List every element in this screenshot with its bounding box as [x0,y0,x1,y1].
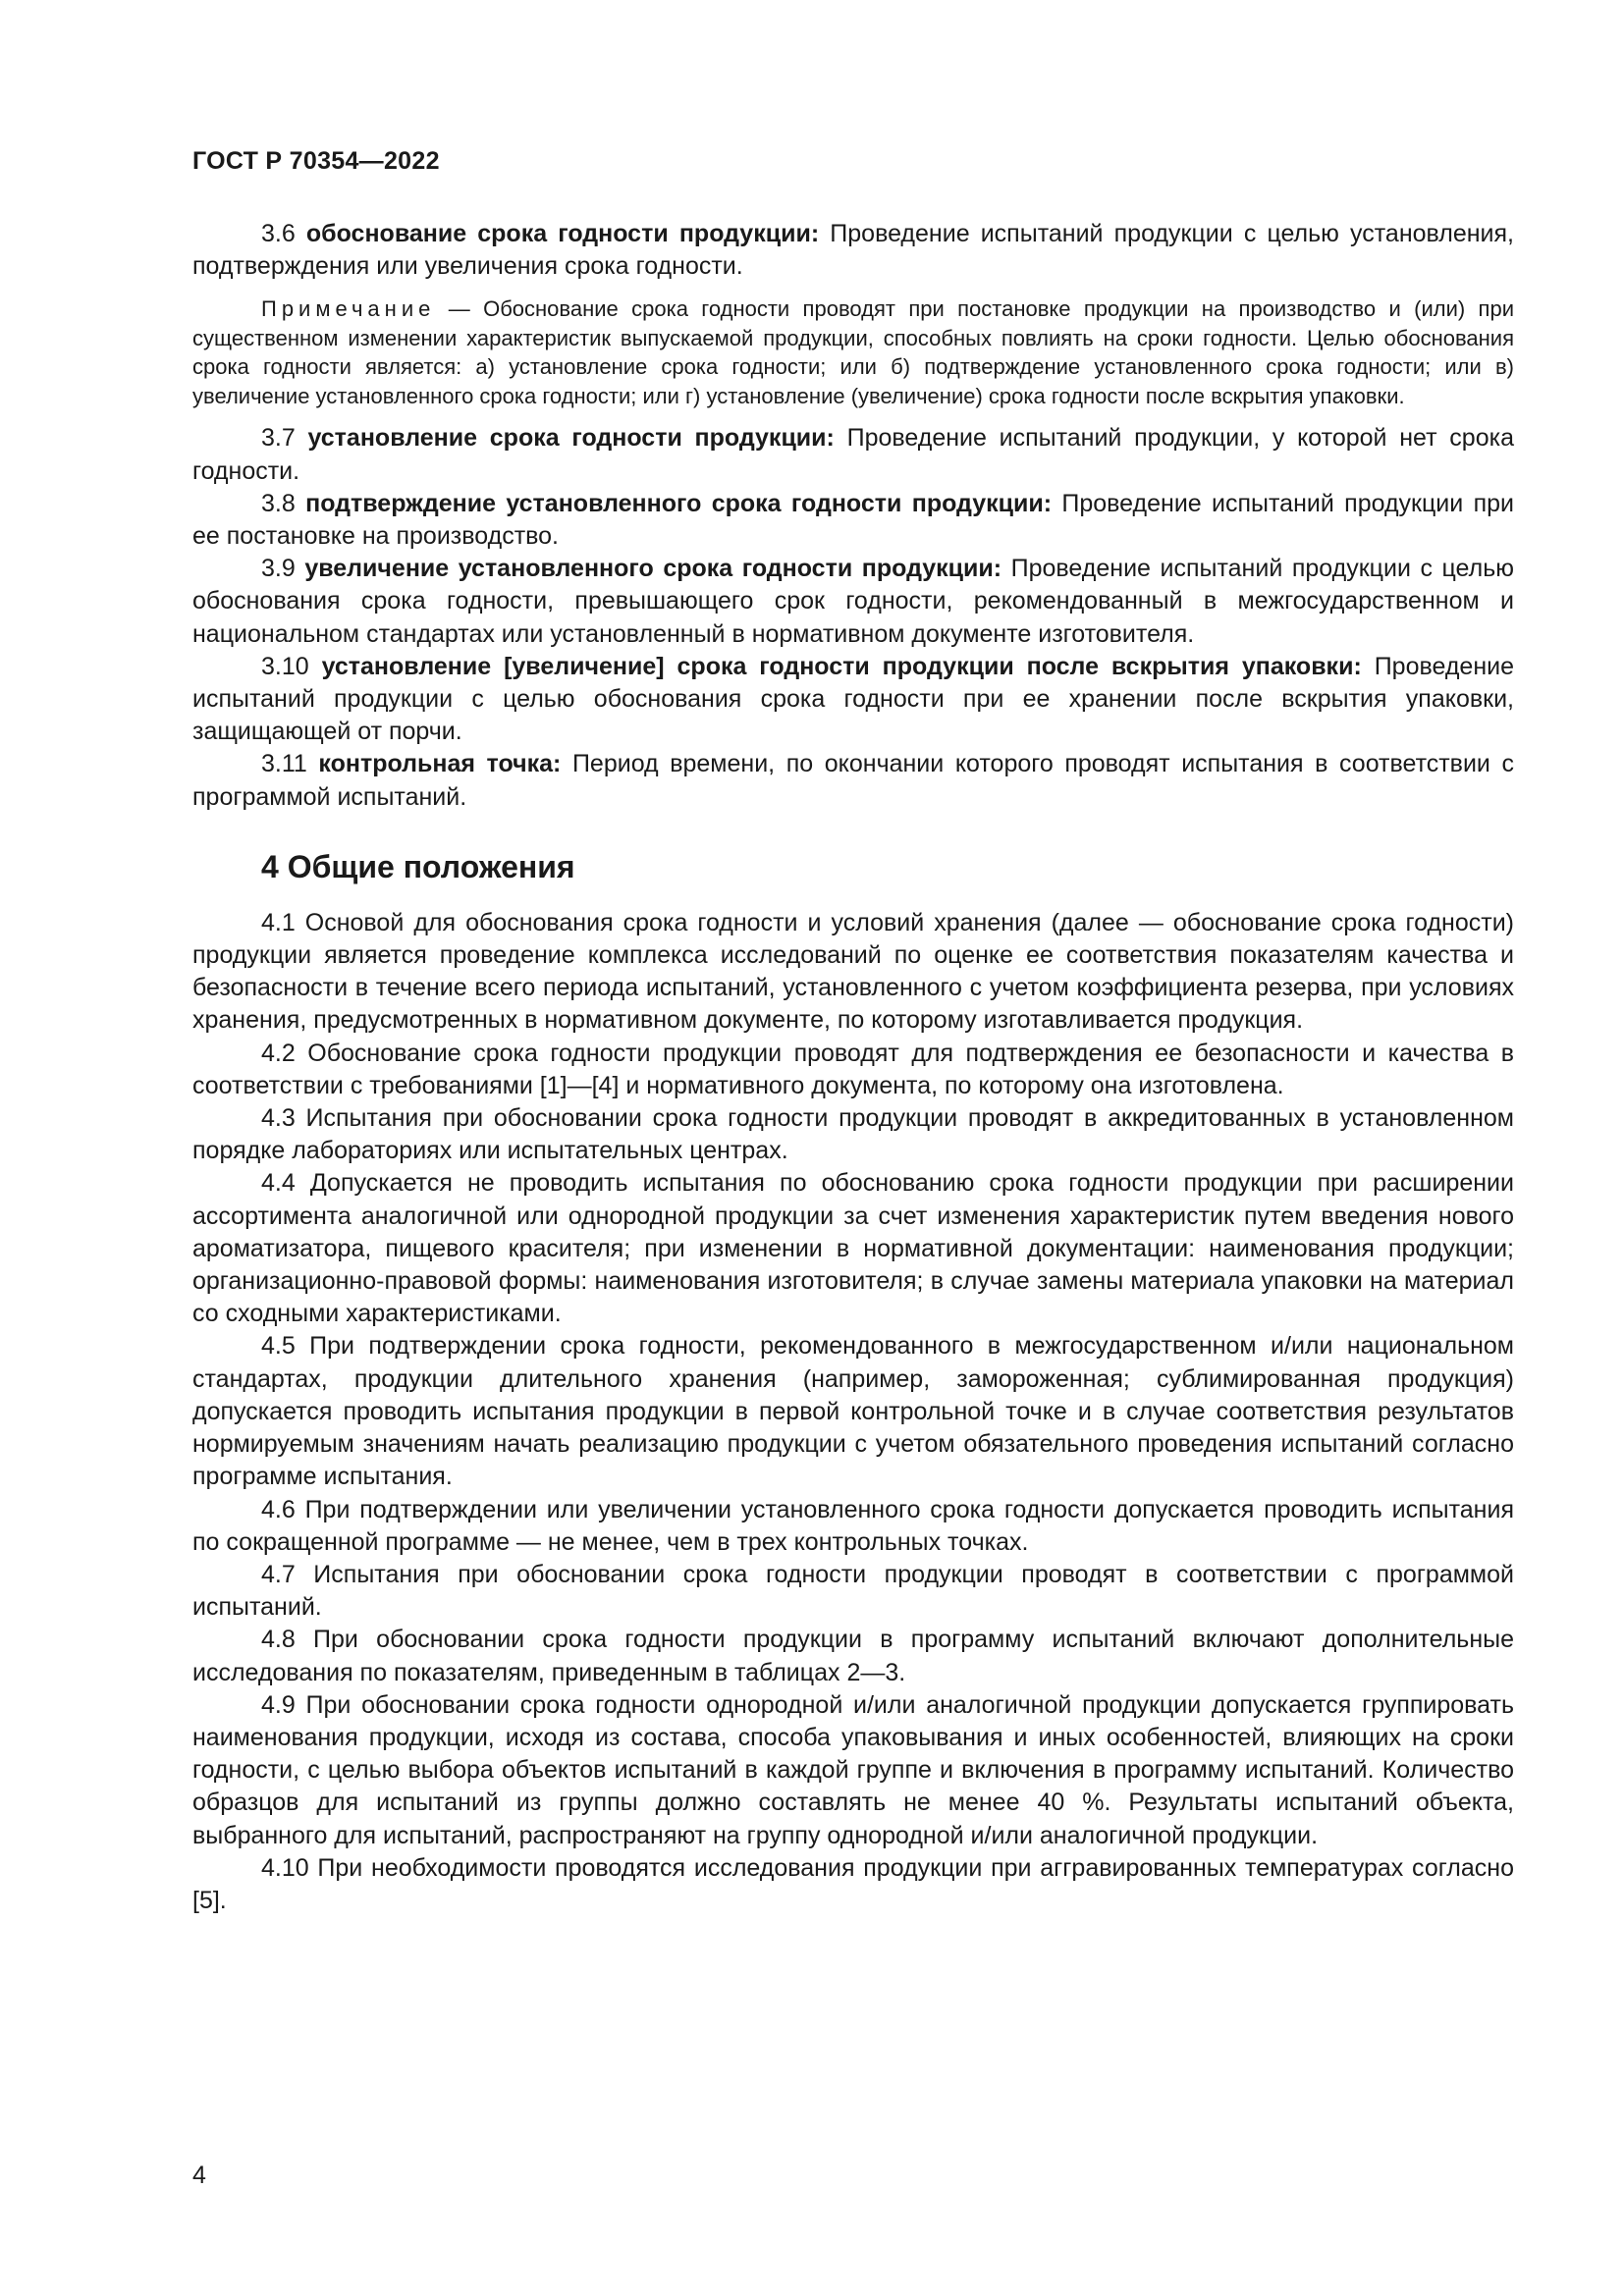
paragraph-4-2: 4.2 Обоснование срока годности продукции проводят для подтверждения ее безопасности и качества в соответствии с требованиями [1]—[4] и нормативного документа, по которому она изготовлена. [192,1039,1514,1099]
paragraph-4-7: 4.7 Испытания при обосновании срока годности продукции проводят в соответствии с программой испытаний. [192,1560,1514,1622]
page-content [192,218,1514,1917]
definition-3-6 [192,218,1514,283]
term: установление [увеличение] срока годности продукции после вскрытия упаковки: [321,652,1362,680]
clause-number: 3.8 [261,489,306,517]
note-label: Примечание [261,296,436,322]
clause-number: 3.10 [261,652,322,680]
definition-3-10 [192,651,1514,749]
definition-text: Проведение испытаний продукции при ее постановке на производство. [192,489,1514,551]
definition-text: Проведение испытаний продукции, у которой нет срока годности. [192,424,1514,485]
definition-3-11 [192,748,1514,813]
clause-number: 3.6 [261,220,306,247]
definition-text: Проведение испытаний продукции с целью установления, подтверждения или увеличения срока годности. [192,220,1515,281]
term: контрольная точка: [318,750,562,778]
note-dash: — [435,296,484,322]
definition-text: Проведение испытаний продукции с целью обоснования срока годности, превышающего срок годности, рекомендованный в межгосударственном и национальном стандартах или установленный в нормативном документе изготовителя. [192,555,1514,648]
paragraph-4-3: 4.3 Испытания при обосновании срока годности продукции проводят в аккредитованных в установленном порядке лабораториях или испытательных центрах. [192,1104,1514,1165]
paragraph-4-4: 4.4 Допускается не проводить испытания по обоснованию срока годности продукции при расширении ассортимента аналогичной или однородной продукции за счет изменения характеристик путем введения нового ароматизатора, пищевого красителя; при изменении в нормативной документации: наименования продукции; организационно-правовой формы: наименования изготовителя; в случае замены материала упаковки на материал со сходными характеристиками. [192,1169,1514,1328]
paragraph-4-8: 4.8 При обосновании срока годности продукции в программу испытаний включают дополнительные исследования по показателям, приведенным в таблицах 2—3. [192,1626,1514,1686]
document-header: ГОСТ Р 70354—2022 [192,147,440,175]
term: обоснование срока годности продукции: [305,220,820,247]
page-number: 4 [192,2162,206,2189]
definition-3-8 [192,488,1514,553]
term: увеличение установленного срока годности продукции: [304,555,1002,583]
clause-number: 3.7 [261,424,308,453]
paragraph-4-5: 4.5 При подтверждении срока годности, рекомендованного в межгосударственном и/или национальном стандартах, продукции длительного хранения (например, замороженная; сублимированная продукция) допускается проводить испытания продукции в первой контрольной точке и в случае соответствия результатов нормируемым значениям начать реализацию продукции с учетом обязательного проведения испытаний согласно программе испытания. [192,1332,1514,1491]
definition-text: Проведение испытаний продукции с целью обоснования срока годности при ее хранении после вскрытия упаковки, защищающей от порчи. [192,652,1514,746]
term: подтверждение установленного срока годности продукции: [305,489,1053,517]
clause-number: 3.9 [261,555,305,583]
definition-text: Период времени, по окончании которого проводят испытания в соответствии с программой испытаний. [192,750,1514,811]
term: установление срока годности продукции: [307,424,835,453]
clause-number: 3.11 [261,750,319,778]
paragraph-4-6: 4.6 При подтверждении или увеличении установленного срока годности допускается проводить испытания по сокращенной программе — не менее, чем в трех контрольных точках. [192,1495,1514,1556]
section-title: 4 Общие положения [261,848,575,884]
definition-3-9 [192,553,1514,651]
paragraph-4-10: 4.10 При необходимости проводятся исследования продукции при аггравированных температурах согласно [5]. [192,1853,1514,1914]
note [192,294,1514,410]
definition-3-7 [192,422,1514,487]
paragraph-4-9: 4.9 При обосновании срока годности однородной и/или аналогичной продукции допускается группировать наименования продукции, исходя из состава, способа упаковывания и иных особенностей, влияющих на сроки годности, с целью выбора объектов испытаний в каждой группе и включения в программу испытаний. Количество образцов для испытаний из группы должно составлять не менее 40 %. Результаты испытаний объекта, выбранного для испытаний, распространяют на группу однородной и/или аналогичной продукции. [192,1690,1514,1849]
note-text: Обоснование срока годности проводят при постановке продукции на производство и (или) при существенном изменении характеристик выпускаемой продукции, способных повлиять на сроки годности. Целью обоснования срока годности является: а) установление срока годности; или б) подтверждение установленного срока годности; или в) увеличение установленного срока годности; или г) установление (увеличение) срока годности после вскрытия упаковки. [192,296,1514,408]
paragraph-4-1: 4.1 Основой для обоснования срока годности и условий хранения (далее — обоснование срока годности) продукции является проведение комплекса исследований по оценке ее соответствия показателям качества и безопасности в течение всего периода испытаний, установленного с учетом коэффициента резерва, при условиях хранения, предусмотренных в нормативном документе, по которому изготавливается продукция. [192,908,1514,1035]
